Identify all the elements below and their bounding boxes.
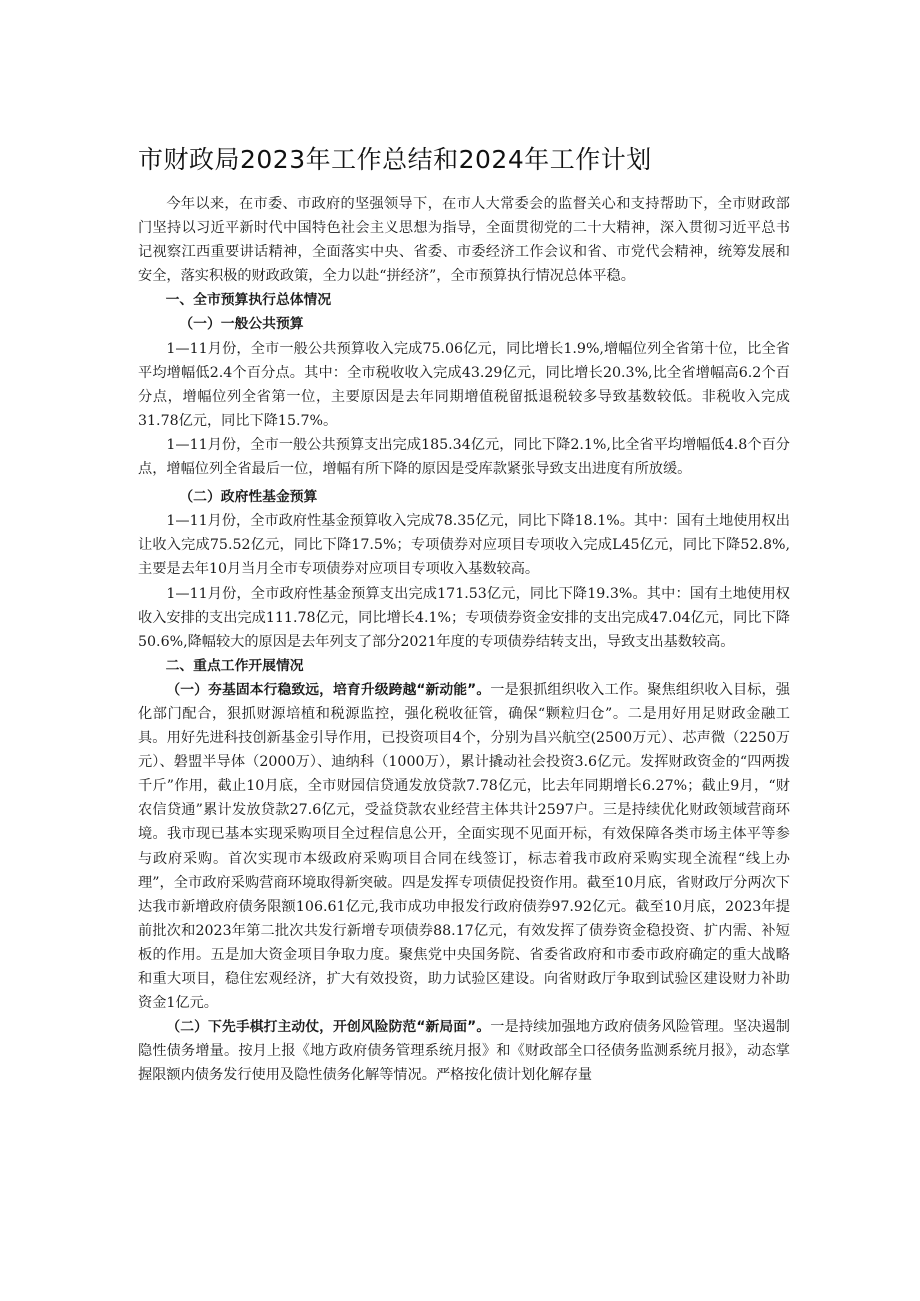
document-title: 市财政局2023年工作总结和2024年工作计划 [138, 145, 652, 174]
section-1-2-paragraph-1: 1—11月份，全市政府性基金预算收入完成78.35亿元，同比下降18.1%。其中：国有土地使用权出让收入完成75.52亿元，同比下降17.5%；专项债券对应项目专项收入完成L45亿元，同比下降52.8%,主要是去年10月当月全市专项债券对应项目专项收入基数较高。 [138, 513, 790, 578]
section-1-1-heading: （一）一般公共预算 [179, 316, 304, 333]
intro-paragraph: 今年以来，在市委、市政府的坚强领导下，在市人大常委会的监督关心和支持帮助下，全市财政部门坚持以习近平新时代中国特色社会主义思想为指导，全面贯彻党的二十大精神，深入贯彻习近平总书记视察江西重要讲话精神，全面落实中央、省委、市委经济工作会议和省、市党代会精神，统筹发展和安全，落实积极的财政政策，全力以赴“拼经济”，全市预算执行情况总体平稳。 [138, 196, 790, 285]
section-2-1-lead: （一）夯基固本行稳致远，培育升级跨越“新动能”。 [166, 681, 491, 698]
section-1-1-paragraph-2: 1—11月份，全市一般公共预算支出完成185.34亿元，同比下降2.1%,比全省平均增幅低4.8个百分点，增幅位列全省最后一位，增幅有所下降的原因是受库款紧张导致支出进度有所放缓。 [138, 436, 790, 478]
section-2-1-text: 一是狠抓组织收入工作。聚焦组织收入目标，强化部门配合，狠抓财源培植和税源监控，强化税收征管，确保“颗粒归仓”。二是用好用足财政金融工具。用好先进科技创新基金引导作用，已投资项目4个，分别为昌兴航空(2500万元）、芯声微（2250万元）、磐盟半导体（2000万）、迪纳科（1000万），累计撬动社会投资3.6亿元。发挥财政资金的“四两拨千斤”作用，截止10月底，全市财园信贷通发放贷款7.78亿元，比去年同期增长6.27%；截止9月，“财农信贷通”累计发放贷款27.6亿元，受益贷款农业经营主体共计2597户。三是持续优化财政领域营商环境。我市现已基本实现采购项目全过程信息公开，全面实现不见面开标，有效保障各类市场主体平等参与政府采购。首次实现市本级政府采购项目合同在线签订，标志着我市政府采购实现全流程“线上办理”，全市政府采购营商环境取得新突破。四是发挥专项债促投资作用。截至10月底，省财政厅分两次下达我市新增政府债务限额106.61亿元,我市成功申报发行政府债券97.92亿元。截至10月底，2023年提前批次和2023年第二批次共发行新增专项债券88.17亿元，有效发挥了债券资金稳投资、扩内需、补短板的作用。五是加大资金项目争取力度。聚焦党中央国务院、省委省政府和市委市政府确定的重大战略和重大项目，稳住宏观经济，扩大有效投资，助力试验区建设。向省财政厅争取到试验区建设财力补助资金1亿元。 [138, 681, 790, 1012]
section-2-1-paragraph [138, 678, 790, 1015]
section-2-2-lead: （二）下先手棋打主动仗，开创风险防范“新局面”。 [166, 1019, 491, 1036]
section-1-1-paragraph-1: 1—11月份，全市一般公共预算收入完成75.06亿元，同比增长1.9%,增幅位列全省第十位，比全省平均增幅低2.4个百分点。其中：全市税收收入完成43.29亿元，同比增长20.3%,比全省增幅高6.2个百分点，增幅位列全省第一位，主要原因是去年同期增值税留抵退税较多导致基数较低。非税收入完成31.78亿元，同比下降15.7%。 [138, 340, 790, 429]
document-body [138, 192, 790, 1087]
section-2-2-paragraph [138, 1015, 790, 1087]
section-2-heading: 二、重点工作开展情况 [165, 657, 304, 674]
section-1-heading: 一、全市预算执行总体情况 [165, 292, 332, 309]
section-2-2-text: 一是持续加强地方政府债务风险管理。坚决遏制隐性债务增量。按月上报《地方政府债务管理系统月报》和《财政部全口径债务监测系统月报》，动态掌握限额内债务发行使用及隐性债务化解等情况。严格按化债计划化解存量 [138, 1019, 790, 1084]
section-1-2-paragraph-2: 1—11月份，全市政府性基金预算支出完成171.53亿元，同比下降19.3%。其中：国有土地使用权收入安排的支出完成111.78亿元，同比增长4.1%；专项债券资金安排的支出完成47.04亿元，同比下降50.6%,降幅较大的原因是去年列支了部分2021年度的专项债券结转支出，导致支出基数较高。 [138, 585, 790, 650]
section-1-2-heading: （二）政府性基金预算 [179, 489, 318, 506]
